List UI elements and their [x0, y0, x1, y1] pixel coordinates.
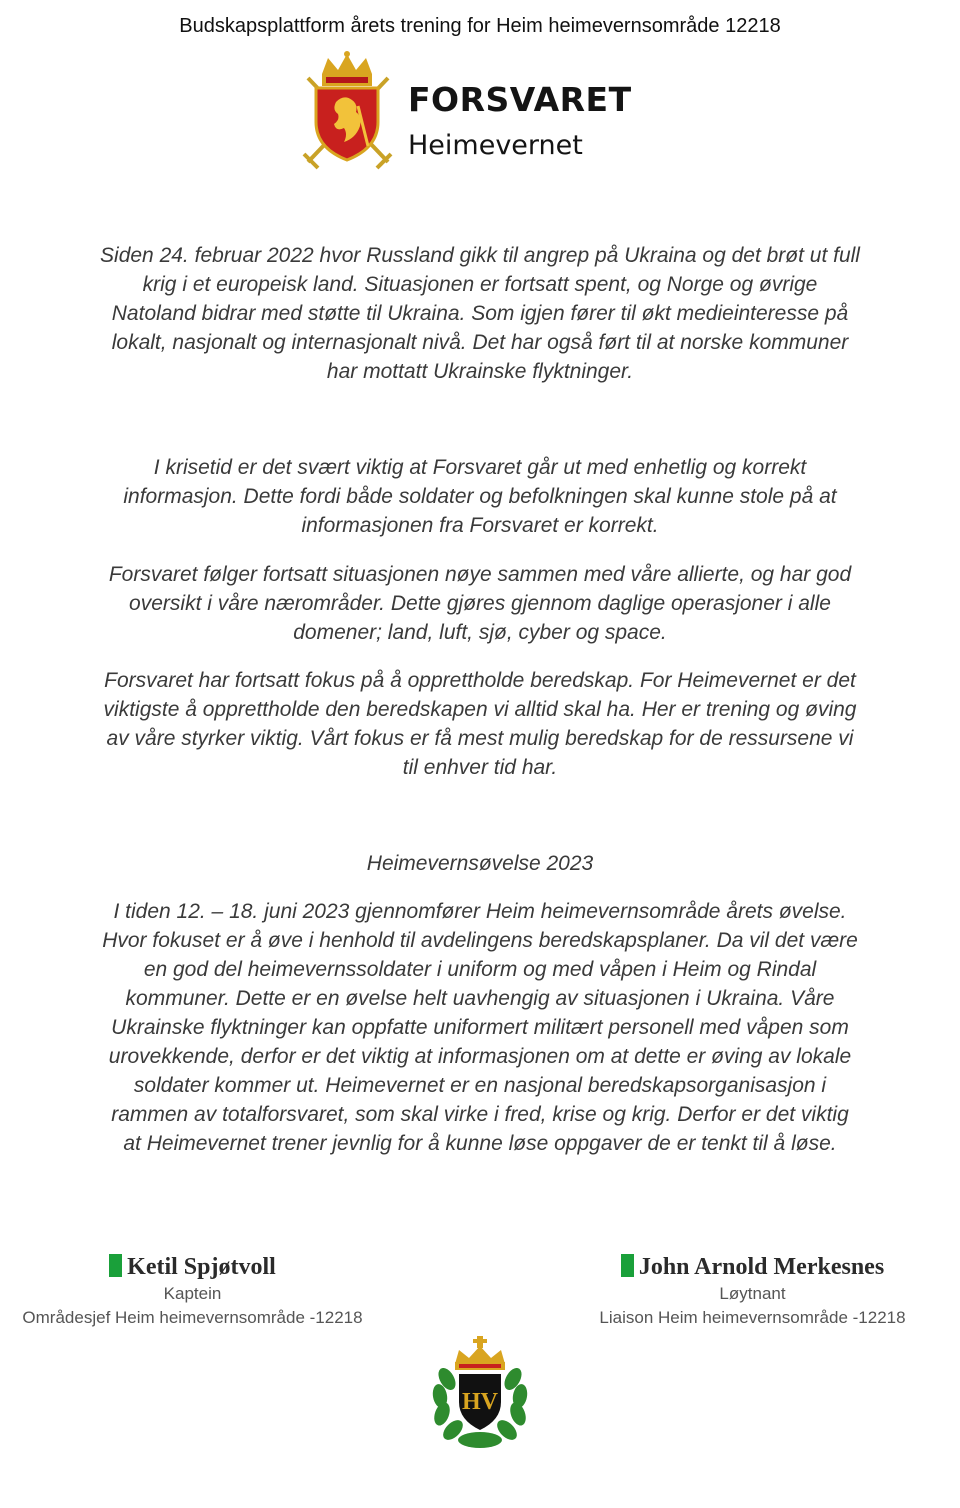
- forsvaret-logo: [300, 50, 630, 175]
- green-bar-icon: [109, 1254, 122, 1277]
- section-heading-exercise: Heimevernsøvelse 2023: [366, 852, 594, 875]
- signature-name: Ketil Spjøtvoll: [127, 1254, 276, 1280]
- logo-brand-text: FORSVARET: [408, 80, 632, 119]
- heimevernet-badge-icon: [425, 1334, 535, 1450]
- signature-name-row: [20, 1252, 365, 1282]
- signature-name: John Arnold Merkesnes: [638, 1254, 885, 1280]
- signature-rank: Kaptein: [163, 1284, 222, 1303]
- forsvaret-crest-icon: [300, 50, 395, 172]
- signature-role: Liaison Heim heimevernsområde -12218: [599, 1308, 906, 1327]
- signature-left: [20, 1252, 365, 1330]
- signature-right: [575, 1252, 930, 1330]
- paragraph-crisis-info: I krisetid er det svært viktig at Forsvaret går ut med enhetlig og korrekt informasjon. Dette fordi både soldater og befolkningen skal kunne stole på at informasjonen fra Forsvaret er korrekt.: [123, 456, 837, 537]
- signature-role: Områdesjef Heim heimevernsområde -12218: [22, 1308, 363, 1327]
- badge-text: HV: [462, 1389, 498, 1415]
- signature-rank: Løytnant: [719, 1284, 786, 1303]
- paragraph-readiness: Forsvaret har fortsatt fokus på å opprettholde beredskap. For Heimevernet er det viktigste å opprettholde den beredskapen vi alltid skal ha. Her er trening og øving av våre styrker viktig. Vårt fokus er få mest mulig beredskap for de ressursene vi til enhver tid har.: [103, 669, 857, 779]
- paragraph-exercise: I tiden 12. – 18. juni 2023 gjennomfører Heim heimevernsområde årets øvelse. Hvor fokuset er å øve i henhold til avdelingens beredskapsplaner. Da vil det være en god del heimevernssoldater i uniform og med våpen i Heim og Rindal kommuner. Dette er en øvelse helt uavhengig av situasjonen i Ukraina. Våre Ukrainske flyktninger kan oppfatte uniformert militært personell med våpen som urovekkende, derfor er det viktig at informasjonen om at dette er øving av lokale soldater kommer ut. Heimevernet er en nasjonal beredskapsorganisasjon i rammen av totalforsvaret, som skal virke i fred, krise og krig. Derfor er det viktig at Heimevernet trener jevnlig for å kunne løse oppgaver de er tenkt til å løse.: [102, 900, 858, 1155]
- paragraph-intro: Siden 24. februar 2022 hvor Russland gikk til angrep på Ukraina og det brøt ut full krig i et europeisk land. Situasjonen er fortsatt spent, og Norge og øvrige Natoland bidrar med støtte til Ukraina. Som igjen fører til økt medieinteresse på lokalt, nasjonalt og internasjonalt nivå. Det har også ført til at norske kommuner har mottatt Ukrainske flyktninger.: [100, 244, 860, 383]
- signature-name-row: [575, 1252, 930, 1282]
- paragraph-situation: Forsvaret følger fortsatt situasjonen nøye sammen med våre allierte, og har god oversikt i våre nærområder. Dette gjøres gjennom daglige operasjoner i alle domener; land, luft, sjø, cyber og space.: [108, 563, 852, 644]
- green-bar-icon: [621, 1254, 634, 1277]
- page-header-title: Budskapsplattform årets trening for Heim heimevernsområde 12218: [179, 15, 781, 37]
- logo-subtitle-text: Heimevernet: [408, 130, 583, 161]
